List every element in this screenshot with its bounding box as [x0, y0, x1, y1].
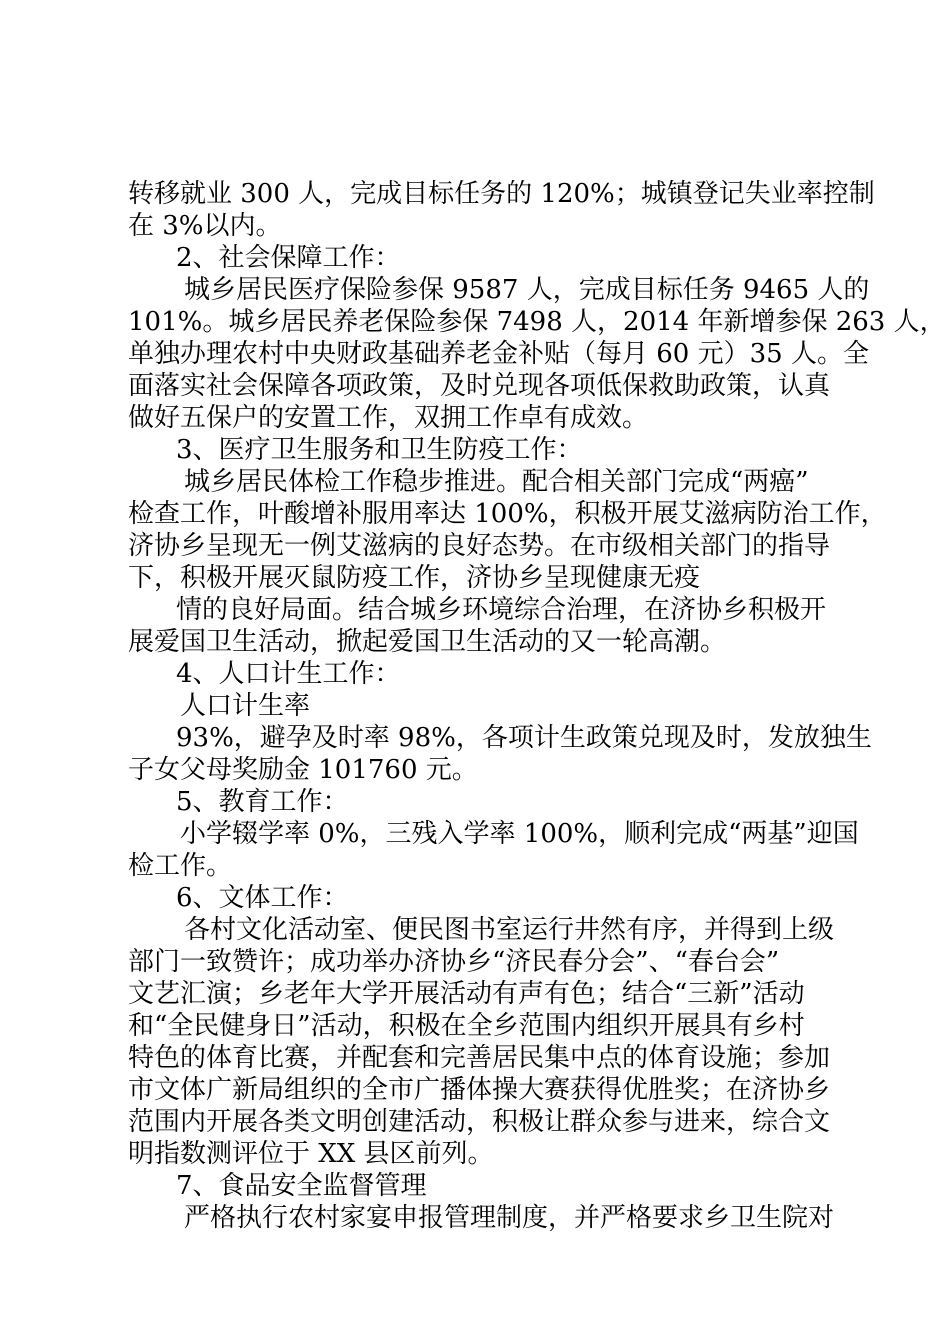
- text-line: 展爱国卫生活动，掀起爱国卫生活动的又一轮高潮。: [128, 627, 727, 657]
- text-line: 面落实社会保障各项政策，及时兑现各项低保救助政策，认真: [128, 371, 831, 401]
- document-body: [128, 178, 946, 1234]
- text-line: 济协乡呈现无一例艾滋病的良好态势。在市级相关部门的指导: [128, 531, 831, 561]
- text-line: 明指数测评位于 XX 县区前列。: [128, 1139, 494, 1169]
- text-line: 小学辍学率 0%，三残入学率 100%，顺利完成“两基”迎国: [180, 819, 859, 849]
- section-heading: 7、食品安全监督管理: [176, 1171, 427, 1201]
- text-line: 特色的体育比赛，并配套和完善居民集中点的体育设施；参加: [128, 1043, 831, 1073]
- text-line: 单独办理农村中央财政基础养老金补贴（每月 60 元）35 人。全: [128, 339, 869, 369]
- text-line: 和“全民健身日”活动，积极在全乡范围内组织开展具有乡村: [128, 1011, 805, 1041]
- text-line: 做好五保户的安置工作，双拥工作卓有成效。: [128, 403, 649, 433]
- text-line: 城乡居民体检工作稳步推进。配合相关部门完成“两癌”: [184, 467, 809, 497]
- text-line: 检查工作，叶酸增补服用率达 100%，积极开展艾滋病防治工作，: [128, 499, 887, 529]
- text-line: 检工作。: [128, 851, 233, 881]
- section-heading: 2、社会保障工作：: [176, 243, 401, 273]
- section-heading: 3、医疗卫生服务和卫生防疫工作：: [176, 435, 583, 465]
- text-line: 严格执行农村家宴申报管理制度，并严格要求乡卫生院对: [184, 1203, 835, 1233]
- text-line: 各村文化活动室、便民图书室运行井然有序，并得到上级: [184, 915, 835, 945]
- text-line: 城乡居民医疗保险参保 9587 人，完成目标任务 9465 人的: [184, 275, 870, 305]
- section-heading: 6、文体工作：: [176, 883, 349, 913]
- text-line: 101%。城乡居民养老保险参保 7498 人，2014 年新增参保 263 人，: [128, 307, 946, 337]
- text-line: 情的良好局面。结合城乡环境综合治理，在济协乡积极开: [176, 595, 827, 625]
- text-line: 部门一致赞许；成功举办济协乡“济民春分会”、“春台会”: [128, 947, 780, 977]
- text-line: 文艺汇演；乡老年大学开展活动有声有色；结合“三新”活动: [128, 979, 805, 1009]
- text-line: 下，积极开展灭鼠防疫工作，济协乡呈现健康无疫: [128, 563, 701, 593]
- text-line: 人口计生率: [180, 691, 311, 721]
- text-line: 范围内开展各类文明创建活动，积极让群众参与进来，综合文: [128, 1107, 831, 1137]
- text-line: 在 3%以内。: [128, 211, 282, 241]
- text-line: 93%，避孕及时率 98%，各项计生政策兑现及时，发放独生: [176, 723, 872, 753]
- text-line: 子女父母奖励金 101760 元。: [128, 755, 478, 785]
- section-heading: 4、人口计生工作：: [176, 659, 401, 689]
- text-line: 市文体广新局组织的全市广播体操大赛获得优胜奖；在济协乡: [128, 1075, 831, 1105]
- text-line: 转移就业 300 人，完成目标任务的 120%；城镇登记失业率控制: [128, 179, 875, 209]
- section-heading: 5、教育工作：: [176, 787, 349, 817]
